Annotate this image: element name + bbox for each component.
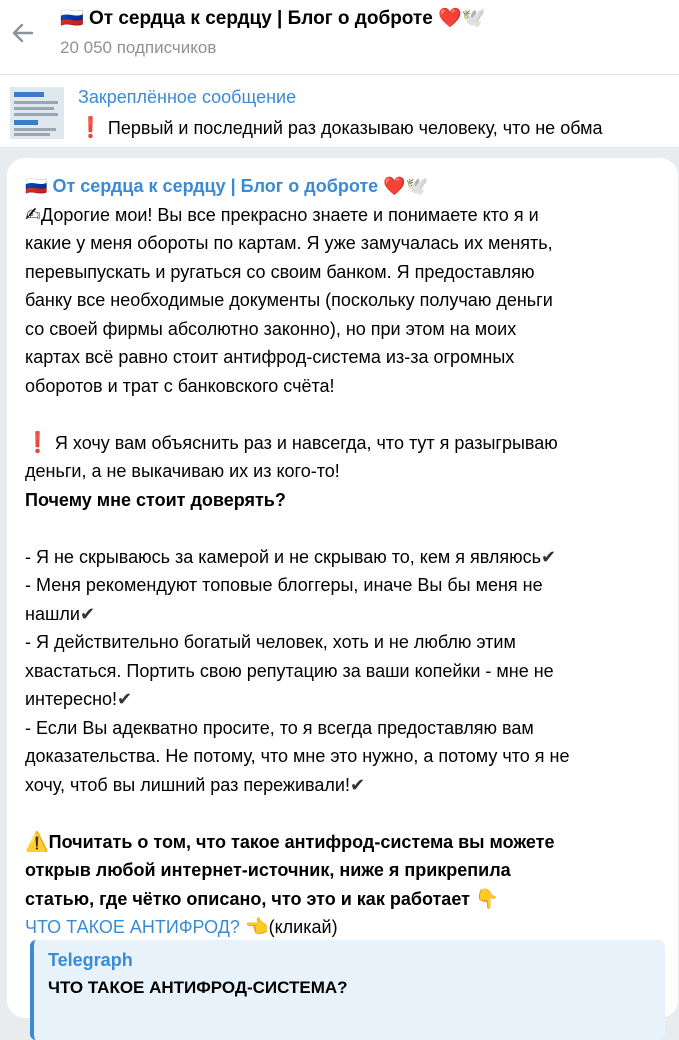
pinned-label: Закреплённое сообщение (78, 87, 297, 107)
warning-icon: ⚠️ (25, 831, 49, 853)
list-item: доказательства. Не потому, что мне это нужно, а потому что я не (25, 746, 570, 766)
preview-site-name: Telegraph (48, 950, 133, 970)
russia-flag-icon: 🇷🇺 (25, 176, 48, 196)
blank-line (25, 799, 675, 828)
text-line: деньги, а не выкачиваю их из кого-то! (25, 461, 340, 481)
list-item: интересно!✔ (25, 689, 133, 709)
text-line: оборотов и трат с банковского счёта! (25, 375, 335, 396)
question-heading: Почему мне стоит доверять? (25, 489, 286, 510)
text-line: банку все необходимые документы (поскольку получаю деньги (25, 290, 553, 310)
pinned-message-bar[interactable] (0, 75, 679, 148)
list-item: нашли✔ (25, 603, 96, 624)
pinned-snippet: Первый и последний раз доказываю человеку, что не обма (107, 118, 603, 138)
link-suffix: (кликай) (268, 917, 338, 937)
list-item: - Меня рекомендуют топовые блоггеры, иначе Вы бы меня не (25, 575, 543, 595)
list-item: хочу, чтоб вы лишний раз переживали!✔ (25, 774, 366, 795)
link-line (25, 913, 675, 942)
check-icon: ✔ (117, 689, 133, 709)
blank-line (25, 514, 675, 543)
back-arrow-icon (10, 20, 36, 46)
list-item: - Я не скрываюсь за камерой и не скрываю то, кем я являюсь✔ (25, 546, 557, 567)
subscriber-count: 20 050 подписчиков (60, 38, 217, 57)
pinned-text (78, 115, 603, 140)
back-button[interactable] (6, 16, 40, 50)
check-icon: ✔ (79, 603, 96, 624)
message-bubble (7, 158, 678, 1018)
exclamation-icon: ❗ (78, 117, 103, 139)
point-left-icon: 👈 (244, 917, 269, 938)
text-line: со своей фирмы абсолютно законно), но при этом на моих (25, 318, 517, 339)
channel-title[interactable] (60, 6, 485, 30)
text-line: перевыпускать и ругаться со своим банком. Я предоставляю (25, 261, 535, 282)
channel-header (0, 0, 679, 75)
text-line: какие у меня обороты по картам. Я уже замучалась их менять, (25, 233, 553, 253)
text-line: ❗ Я хочу вам объяснить раз и навсегда, что тут я разыгрываю (25, 431, 558, 454)
point-down-icon: 👇 (474, 888, 499, 910)
text-line: открыв любой интернет-источник, ниже я прикрепила (25, 860, 511, 880)
heart-dove-icon: ❤️🕊️ (383, 176, 429, 196)
list-item: - Я действительно богатый человек, хоть и не люблю этим (25, 632, 516, 652)
link-preview[interactable] (30, 940, 665, 1040)
pinned-thumbnail (10, 87, 64, 139)
russia-flag-icon: 🇷🇺 (60, 8, 84, 29)
author-name: От сердца к сердцу | Блог о доброте (52, 176, 379, 196)
check-icon: ✔ (541, 546, 557, 567)
list-item: - Если Вы адекватно просите, то я всегда предоставляю вам (25, 717, 534, 738)
writing-hand-icon: ✍ (25, 204, 41, 226)
check-icon: ✔ (349, 774, 366, 795)
exclamation-icon: ❗ (25, 431, 50, 454)
heart-dove-icon: ❤️🕊️ (438, 8, 486, 29)
post-author[interactable] (25, 172, 675, 201)
blank-line (25, 400, 675, 429)
text-line: картах всё равно стоит антифрод-система из-за огромных (25, 347, 515, 367)
antifraud-link[interactable]: ЧТО ТАКОЕ АНТИФРОД? (25, 917, 240, 937)
text-line: ⚠️Почитать о том, что такое антифрод-система вы можете (25, 831, 555, 853)
list-item: хвастаться. Портить свою репутацию за ваши копейки - мне не (25, 660, 554, 681)
text-line: статью, где чётко описано, что это и как работает 👇 (25, 888, 499, 910)
text-line: ✍Дорогие мои! Вы все прекрасно знаете и понимаете кто я и (25, 204, 539, 226)
channel-name: От сердца к сердцу | Блог о доброте (88, 8, 433, 29)
preview-title: ЧТО ТАКОЕ АНТИФРОД-СИСТЕМА? (48, 978, 348, 997)
message-text (25, 172, 675, 942)
